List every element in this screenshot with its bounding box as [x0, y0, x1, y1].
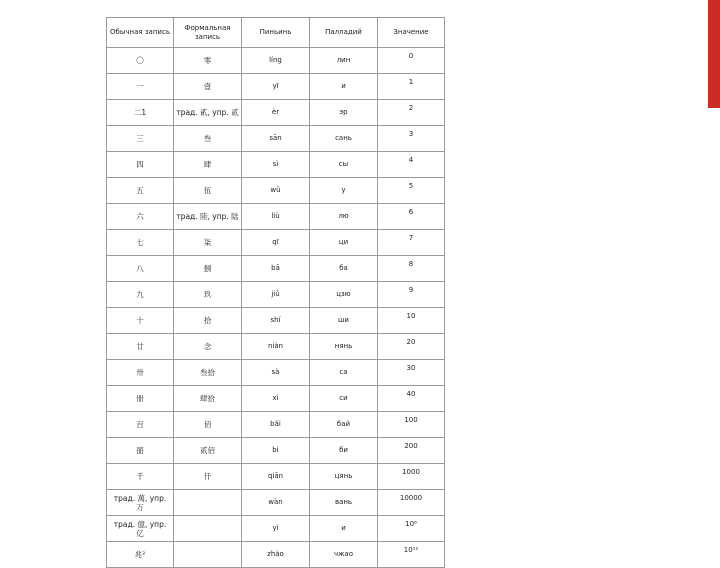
header-usual: Обычная запись — [107, 18, 174, 48]
cell-palladius: ши — [310, 308, 378, 334]
cell-value: 1000 — [378, 464, 445, 490]
cell-formal — [174, 516, 242, 542]
table-row — [107, 516, 445, 542]
cell-value: 2 — [378, 100, 445, 126]
header-value: Значение — [378, 18, 445, 48]
cell-usual: 八 — [107, 256, 174, 282]
cell-palladius: сы — [310, 152, 378, 178]
cell-value: 20 — [378, 334, 445, 360]
cell-palladius: цянь — [310, 464, 378, 490]
cell-pinyin: yī — [242, 74, 310, 100]
table-row — [107, 412, 445, 438]
cell-pinyin: bǎi — [242, 412, 310, 438]
cell-formal: 仟 — [174, 464, 242, 490]
cell-formal: 贰佰 — [174, 438, 242, 464]
cell-formal: 佰 — [174, 412, 242, 438]
cell-palladius: и — [310, 74, 378, 100]
cell-usual: трад. 億, упр. 亿 — [107, 516, 174, 542]
cell-value: 10000 — [378, 490, 445, 516]
cell-palladius: чжао — [310, 542, 378, 568]
cell-usual: трад. 萬, упр. 万 — [107, 490, 174, 516]
header-pinyin: Пиньинь — [242, 18, 310, 48]
table-row — [107, 204, 445, 230]
header-formal: Формальная запись — [174, 18, 242, 48]
cell-value: 30 — [378, 360, 445, 386]
cell-pinyin: wàn — [242, 490, 310, 516]
cell-usual: 三 — [107, 126, 174, 152]
cell-usual: 〇 — [107, 48, 174, 74]
cell-value: 1 — [378, 74, 445, 100]
cell-formal: 壹 — [174, 74, 242, 100]
table-row — [107, 490, 445, 516]
cell-value: 7 — [378, 230, 445, 256]
cell-palladius: эр — [310, 100, 378, 126]
cell-usual: 七 — [107, 230, 174, 256]
cell-value: 10⁸ — [378, 516, 445, 542]
cell-palladius: цзю — [310, 282, 378, 308]
cell-formal — [174, 542, 242, 568]
cell-palladius: нянь — [310, 334, 378, 360]
cell-palladius: у — [310, 178, 378, 204]
cell-palladius: са — [310, 360, 378, 386]
cell-pinyin: zhào — [242, 542, 310, 568]
cell-formal: 念 — [174, 334, 242, 360]
cell-pinyin: jiǔ — [242, 282, 310, 308]
cell-value: 3 — [378, 126, 445, 152]
cell-value: 100 — [378, 412, 445, 438]
cell-value: 200 — [378, 438, 445, 464]
cell-pinyin: yì — [242, 516, 310, 542]
cell-usual: 一 — [107, 74, 174, 100]
cell-formal: 叁 — [174, 126, 242, 152]
table-row — [107, 542, 445, 568]
cell-palladius: бай — [310, 412, 378, 438]
cell-pinyin: líng — [242, 48, 310, 74]
table-row — [107, 126, 445, 152]
table-row — [107, 256, 445, 282]
cell-usual: 九 — [107, 282, 174, 308]
cell-formal: 拾 — [174, 308, 242, 334]
cell-formal — [174, 490, 242, 516]
cell-usual: 四 — [107, 152, 174, 178]
table-row — [107, 100, 445, 126]
cell-value: 9 — [378, 282, 445, 308]
cell-usual: 廿 — [107, 334, 174, 360]
cell-pinyin: qī — [242, 230, 310, 256]
cell-formal: 柒 — [174, 230, 242, 256]
cell-pinyin: èr — [242, 100, 310, 126]
cell-formal: трад. 貳, упр. 贰 — [174, 100, 242, 126]
table-row — [107, 334, 445, 360]
cell-formal: трад. 陸, упр. 陆 — [174, 204, 242, 230]
cell-usual: 五 — [107, 178, 174, 204]
cell-value: 10¹² — [378, 542, 445, 568]
cell-usual: 二1 — [107, 100, 174, 126]
cell-usual: 百 — [107, 412, 174, 438]
cell-usual: 兆² — [107, 542, 174, 568]
table-row — [107, 74, 445, 100]
chinese-numerals-table — [106, 17, 445, 568]
cell-value: 40 — [378, 386, 445, 412]
cell-value: 8 — [378, 256, 445, 282]
table-row — [107, 464, 445, 490]
cell-pinyin: qiān — [242, 464, 310, 490]
cell-pinyin: niàn — [242, 334, 310, 360]
cell-usual: 十 — [107, 308, 174, 334]
cell-usual: 皕 — [107, 438, 174, 464]
table-row — [107, 308, 445, 334]
table-row — [107, 230, 445, 256]
cell-value: 10 — [378, 308, 445, 334]
cell-formal: 叁拾 — [174, 360, 242, 386]
cell-pinyin: bì — [242, 438, 310, 464]
accent-bar — [708, 0, 720, 108]
cell-palladius: и — [310, 516, 378, 542]
header-palladius: Палладий — [310, 18, 378, 48]
table-row — [107, 438, 445, 464]
table-row — [107, 152, 445, 178]
cell-formal: 捌 — [174, 256, 242, 282]
cell-pinyin: xì — [242, 386, 310, 412]
cell-value: 0 — [378, 48, 445, 74]
cell-formal: 玖 — [174, 282, 242, 308]
cell-formal: 零 — [174, 48, 242, 74]
table-row — [107, 178, 445, 204]
cell-usual: 卅 — [107, 360, 174, 386]
cell-palladius: ци — [310, 230, 378, 256]
table-header-row — [107, 18, 445, 48]
cell-value: 5 — [378, 178, 445, 204]
cell-value: 6 — [378, 204, 445, 230]
cell-pinyin: sì — [242, 152, 310, 178]
table-row — [107, 48, 445, 74]
cell-palladius: вань — [310, 490, 378, 516]
cell-value: 4 — [378, 152, 445, 178]
table-body — [107, 48, 445, 568]
cell-pinyin: bā — [242, 256, 310, 282]
cell-pinyin: wǔ — [242, 178, 310, 204]
cell-formal: 肆 — [174, 152, 242, 178]
cell-usual: 卌 — [107, 386, 174, 412]
cell-pinyin: sà — [242, 360, 310, 386]
cell-palladius: сань — [310, 126, 378, 152]
cell-pinyin: sān — [242, 126, 310, 152]
table-row — [107, 282, 445, 308]
cell-usual: 六 — [107, 204, 174, 230]
cell-palladius: си — [310, 386, 378, 412]
cell-formal: 伍 — [174, 178, 242, 204]
table-row — [107, 360, 445, 386]
cell-palladius: лин — [310, 48, 378, 74]
cell-palladius: ба — [310, 256, 378, 282]
cell-pinyin: liù — [242, 204, 310, 230]
table-row — [107, 386, 445, 412]
cell-usual: 千 — [107, 464, 174, 490]
cell-formal: 肆拾 — [174, 386, 242, 412]
cell-palladius: би — [310, 438, 378, 464]
cell-palladius: лю — [310, 204, 378, 230]
cell-pinyin: shí — [242, 308, 310, 334]
